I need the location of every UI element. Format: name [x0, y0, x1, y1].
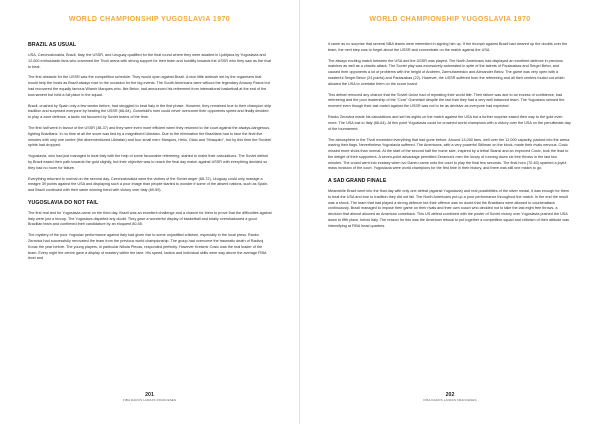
- left-page-header: [0, 16, 299, 23]
- paragraph: it came as no surprise that several NBA teams were interested in signing him up. If the triumph against Brazil had cleared up the doubts over the team, the next step was to forget about the USSR and concentrate on the match against the USA.: [328, 42, 568, 52]
- right-page-footer: [300, 392, 600, 402]
- paragraph: The atmosphere in the Tivoli exceeded everything that had gone before. Around 14,000 fans, well over the 12,000 capacity, packed into the arena waving their flags. Nevertheless Yugoslavia suffered. The Americans, with a very powerful Stillman on the block, made their rivals nervous. Cosic missed more shots than normal. At the start of the second half the home side, inspired by a lethal Skansi and an improved Cosic, took the lead to the delight of their supporters. A seven-point advantage permitted Zeravica's men the luxury of running down six free throws in the last two minutes. The crowd went into ecstasy when Ivo Daneu came onto the court to play the final few seconds. The final horn (70-63) sparked a joyful mass invasion of the court. Yugoslavia were world champions for the first time in their history, and there was still one match to go.: [328, 137, 570, 171]
- paragraph: The first obstacle for the USSR was the competition schedule. They would open against Brazil. A nice little ambush set by the organisers that would help the hosts as Brazil always rose to the occasion for the big events. The South Americans were without the legendary Amaury Pasos but had recovered the equally famous Wlamir Marques who, like Belov, had announced his retirement from international basketball at the end of the tournament but held a full place in the squad.: [28, 75, 270, 97]
- header-year: YUGOSLAVIA 1970: [461, 16, 531, 23]
- page-number: 201: [145, 392, 154, 398]
- paragraph: The mystery of the poor Yugoslav performance against Italy had given rise to some unjustified criticism, especially in the local press. Ranko Zeravica had successfully renovated the team from the previous world championship. The group had overcome the traumatic death of Radivoj Korac the year before. The young players, in particular Nikola Plecas, responded perfectly. However Kresimir Cosic was the real leader of the team. Every night the centre gave a display of mastery within the lane. His speed, tactics and individual skills were way above the average FIBA level and: [28, 233, 267, 261]
- paragraph: USA, Czechoslovakia, Brazil, Italy, the USSR, and Uruguay qualified for the final round where they were awaited in Ljubljana by Yugoslavia and 12,000 enthusiastic fans who crammed the Tivoli arena with strong support for their team and hostility towards the USSR who they saw as the rival to beat.: [28, 53, 272, 69]
- paragraph: Ranko Zeravica made his calculations and set his sights on the match against the USA but a further surprise eased their way to the gold even more. The USA lost to Italy (66-64). At this point Yugoslavia could be crowned world champions with a victory over the USA on the penultimate day of the tournament.: [328, 115, 571, 131]
- section-heading: BRAZIL AS USUAL: [28, 42, 77, 48]
- paragraph: The always exciting match between the USA and the USSR was played. The North Americans had displayed an excellent defence in previous matches as well as a chaotic attack. The Soviet play was excessively automated in spite of the talents of Paulauskas and Sergei Belov, and caused their opponents a lot of problems with the height of Andreev, Zarmuhamedov and Alexander Belov. The game was very open with a masterful Sergei Belov (24 points) and Paulauskas (22). However, the USSR suffered from the refereeing and all their centres fouled out which allowed the USA to overtake them on the score board.: [328, 58, 565, 86]
- left-page-footer: [0, 392, 299, 402]
- book-title: FIBA DADOS LANZAS FRANCESES: [122, 398, 177, 402]
- section-heading: A SAD GRAND FINALE: [328, 178, 387, 184]
- right-page-header: [300, 16, 600, 23]
- paragraph: Brazil, crushed by Spain only a few weeks before, had struggled to beat Italy in the first phase. However, they remained true to their champion ship tradition and surprised everyone by beating the USSR (66-64). Gomelskii's men could never overcome their opponents speed and finally decided to play a zone defence, a tactic not favoured by Soviet teams of the time.: [28, 103, 272, 120]
- paragraph: Yugoslavia, who had just managed to beat Italy with the help of some favourable refereeing, started to make their calculations. The Soviet defeat by Brazil eased their path towards the gold slightly, but their objective was to reach the final day match against USSR with everything decided so they had no room for failure.: [28, 154, 268, 170]
- right-page-content: [328, 42, 572, 234]
- paragraph: Meanwhile Brazil went into the final day with only one defeat (against Yugoslavia) and real possibilities of the silver medal, it was enough for them to beat the USA and true to tradition they did not fail. The North Americans put up a poor performance throughout the match. In the end the result was a shock. The team that had played a strong defence but their offence was no doubt that the Brazilians were allowed to counterattack continuously. Brazil managed to impose their game on their rivals and their own coach who decided not to take the last eight free throws, a decision that almost allowed an American comeback. This US defeat combined with the poster of Soviet victory over Yugoslavia pushed the USA down to fifth place, below Italy. The reason for this was the American refusal to put together a competitive squad and criticism of their attitude was intensifying at FIBA head quarters.: [328, 189, 570, 228]
- right-page: [300, 0, 600, 424]
- paragraph: This defeat removed any chance that the Soviet Union had of repeating their world title. Their failure was due to an excess of confidence, bad refereeing and the poor leadership of the "Czar" Gomelskii despite the fact that they had a very well balanced team. The Yugoslavs sensed the moment even though their last match against the USSR was not to be as decisive as everyone had expected.: [328, 92, 565, 109]
- left-page-content: [28, 42, 272, 267]
- section-heading: YUGOSLAVIA DO NOT FAIL: [28, 199, 99, 206]
- paragraph: The first half went in favour of the USSR (38-37) and they were even more efficient when they returned to the court against the always-dangerous, fighting Brazilians. In no time at all the score was tied by a magnificent Ubiratan. Due to the elimination the Brazilians had to face the final five minutes with only one centre (the aforementioned Ubiratan) and four small men: Marques, Helio, Olaio and "Mosquito", but by this time the Soviets' spirits had dropped.: [28, 126, 272, 148]
- header-title: WORLD CHAMPIONSHIP: [369, 16, 460, 23]
- book-title: FIBA DADOS LANZAS FRANCESES: [423, 398, 477, 402]
- page-number: 202: [445, 392, 455, 398]
- paragraph: Everything returned to normal on the second day. Czechoslovakia were the victims of the Soviet anger (86-72), Uruguay could only manage a meagre 39 points against the USA and displaying such a poor image than people started to wonder if some of the absent nations, such as Spain, and Brazil continued with their same winning trend with victory over Italy (69-59).: [28, 176, 269, 193]
- header-year: YUGOSLAVIA 1970: [161, 16, 231, 23]
- header-title: WORLD CHAMPIONSHIP: [68, 16, 159, 23]
- paragraph: The first real test for Yugoslavia came on the third day. Brazil was an excellent challenge and a chance for them to prove that the difficulties against Italy were just a hiccup. The Yugoslavs dispelled any doubt. They gave a wonderful display of basketball and totally overshadowed a good Brazilian team and confirmed their candidature by an eloquent 80-55.: [28, 210, 272, 227]
